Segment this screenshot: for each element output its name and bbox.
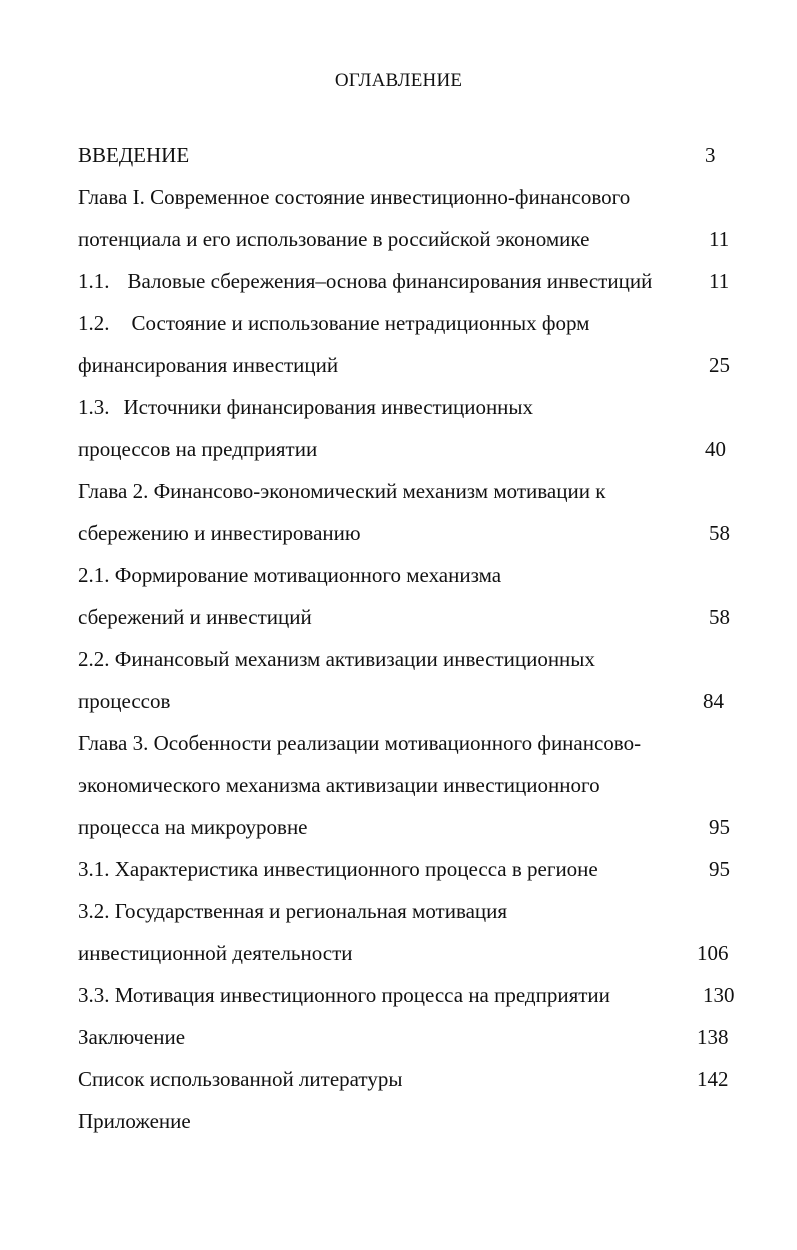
toc-entry-chapter-1[interactable]: Глава I. Современное состояние инвестиционно-финансового	[78, 185, 631, 209]
toc-page-number: 95	[709, 815, 730, 839]
toc-page-number: 130	[703, 983, 735, 1007]
toc-entry-section-1-2-cont: финансирования инвестиций	[78, 353, 339, 377]
toc-entry-chapter-3-cont: процесса на микроуровне	[78, 815, 308, 839]
toc-entry-section-3-2[interactable]: 3.2. Государственная и региональная мотивация	[78, 899, 508, 923]
toc-entry-chapter-3[interactable]: Глава 3. Особенности реализации мотивационного финансово-	[78, 731, 642, 755]
toc-page-number: 11	[709, 227, 730, 251]
section-title: Состояние и использование нетрадиционных форм	[131, 311, 590, 335]
toc-page-number: 58	[709, 605, 730, 629]
toc-page-number: 95	[709, 857, 730, 881]
toc-page-number: 3	[705, 143, 716, 167]
section-title: Источники финансирования инвестиционных	[123, 395, 534, 419]
toc-entry-chapter-3-cont: экономического механизма активизации инвестиционного	[78, 773, 600, 797]
toc-entry-section-2-2-cont: процессов	[78, 689, 171, 713]
toc-page-number: 58	[709, 521, 730, 545]
section-number: 1.3.	[78, 395, 110, 419]
toc-page-number: 40	[705, 437, 726, 461]
toc-page-number: 11	[709, 269, 730, 293]
toc-entry-chapter-2-cont: сбережению и инвестированию	[78, 521, 361, 545]
toc-entry-section-1-1[interactable]	[78, 268, 652, 294]
toc-entry-section-1-3[interactable]	[78, 394, 533, 420]
toc-entry-section-3-2-cont: инвестиционной деятельности	[78, 941, 353, 965]
toc-entry-appendix[interactable]: Приложение	[78, 1109, 191, 1133]
toc-page-number: 142	[697, 1067, 729, 1091]
toc-entry-section-1-2[interactable]	[78, 310, 589, 336]
toc-entry-section-3-1[interactable]: 3.1. Характеристика инвестиционного процесса в регионе	[78, 857, 598, 881]
section-title: Валовые сбережения–основа финансирования инвестиций	[127, 269, 653, 293]
toc-entry-section-3-3[interactable]: 3.3. Мотивация инвестиционного процесса на предприятии	[78, 983, 610, 1007]
toc-page-number: 84	[703, 689, 724, 713]
toc-entry-chapter-2[interactable]: Глава 2. Финансово-экономический механизм мотивации к	[78, 479, 606, 503]
toc-page-number: 106	[697, 941, 729, 965]
toc-entry-conclusion[interactable]: Заключение	[78, 1025, 186, 1049]
toc-entry-introduction[interactable]: ВВЕДЕНИЕ	[78, 143, 190, 167]
section-number: 1.1.	[78, 269, 110, 293]
toc-entry-section-2-1[interactable]: 2.1. Формирование мотивационного механизма	[78, 563, 502, 587]
toc-page-number: 138	[697, 1025, 729, 1049]
section-number: 1.2.	[78, 311, 110, 335]
toc-entry-section-2-1-cont: сбережений и инвестиций	[78, 605, 312, 629]
toc-entry-references[interactable]: Список использованной литературы	[78, 1067, 403, 1091]
toc-page-number: 25	[709, 353, 730, 377]
toc-entry-chapter-1-cont: потенциала и его использование в российской экономике	[78, 227, 590, 251]
page-title: ОГЛАВЛЕНИЕ	[334, 70, 463, 91]
toc-entry-section-1-3-cont: процессов на предприятии	[78, 437, 318, 461]
toc-entry-section-2-2[interactable]: 2.2. Финансовый механизм активизации инвестиционных	[78, 647, 595, 671]
